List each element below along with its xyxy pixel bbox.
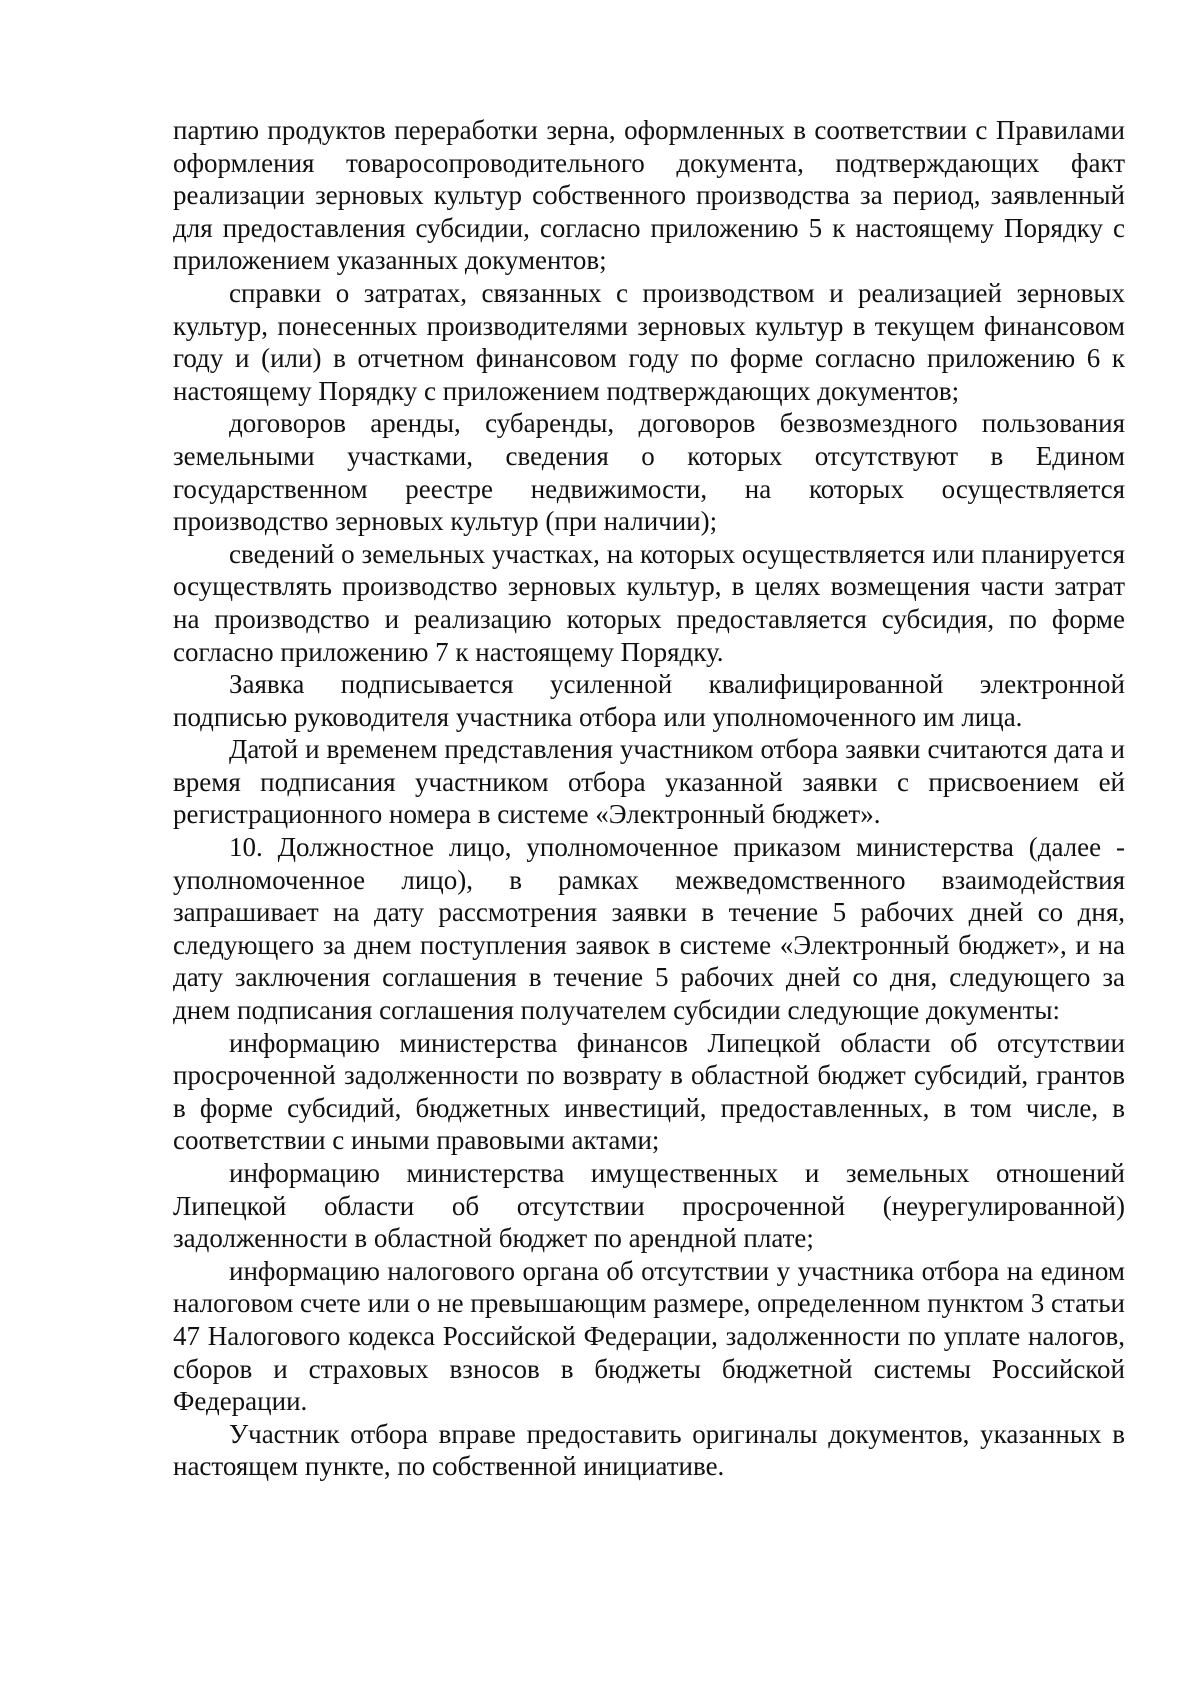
document-body xyxy=(173,114,1125,1483)
paragraph-7: 10. Должностное лицо, уполномоченное приказом министерства (далее - уполномоченное лицо), в рамках межведомственного взаимодействия запрашивает на дату рассмотрения заявки в течение 5 рабочих дней со дня, следующего за днем поступления заявок в системе «Электронный бюджет», и на дату заключения соглашения в течение 5 рабочих дней со дня, следующего за днем подписания соглашения получателем субсидии следующие документы: xyxy=(173,832,1125,1026)
paragraph-2: справки о затратах, связанных с производством и реализацией зерновых культур, понесенных производителями зерновых культур в текущем финансовом году и (или) в отчетном финансовом году по форме согласно приложению 6 к настоящему Порядку с приложением подтверждающих документов; xyxy=(173,277,1125,406)
paragraph-5: Заявка подписывается усиленной квалифицированной электронной подписью руководителя участника отбора или уполномоченного им лица. xyxy=(173,669,1125,732)
paragraph-4: сведений о земельных участках, на которых осуществляется или планируется осуществлять производство зерновых культур, в целях возмещения части затрат на производство и реализацию которых предоставляется субсидия, по форме согласно приложению 7 к настоящему Порядку. xyxy=(173,538,1125,667)
paragraph-11: Участник отбора вправе предоставить оригиналы документов, указанных в настоящем пункте, по собственной инициативе. xyxy=(173,1418,1125,1482)
paragraph-10: информацию налогового органа об отсутствии у участника отбора на едином налоговом счете или о не превышающим размере, определенном пунктом 3 статьи 47 Налогового кодекса Российской Федерации, задолженности по уплате налогов, сборов и страховых взносов в бюджеты бюджетной системы Российской Федерации. xyxy=(173,1255,1125,1417)
paragraph-8: информацию министерства финансов Липецкой области об отсутствии просроченной задолженности по возврату в областной бюджет субсидий, грантов в форме субсидий, бюджетных инвестиций, предоставленных, в том числе, в соответствии с иными правовыми актами; xyxy=(173,1027,1125,1156)
paragraph-1: партию продуктов переработки зерна, оформленных в соответствии с Правилами оформления товаросопроводительного документа, подтверждающих факт реализации зерновых культур собственного производства за период, заявленный для предоставления субсидии, согласно приложению 5 к настоящему Порядку с приложением указанных документов; xyxy=(173,115,1125,276)
paragraph-6: Датой и временем представления участником отбора заявки считаются дата и время подписания участником отбора указанной заявки с присвоением ей регистрационного номера в системе «Электронный бюджет». xyxy=(173,734,1125,830)
paragraph-9: информацию министерства имущественных и земельных отношений Липецкой области об отсутствии просроченной (неурегулированной) задолженности в областной бюджет по арендной плате; xyxy=(173,1158,1125,1254)
paragraph-3: договоров аренды, субаренды, договоров безвозмездного пользования земельными участками, сведения о которых отсутствуют в Едином государственном реестре недвижимости, на которых осуществляется производство зерновых культур (при наличии); xyxy=(173,408,1125,537)
